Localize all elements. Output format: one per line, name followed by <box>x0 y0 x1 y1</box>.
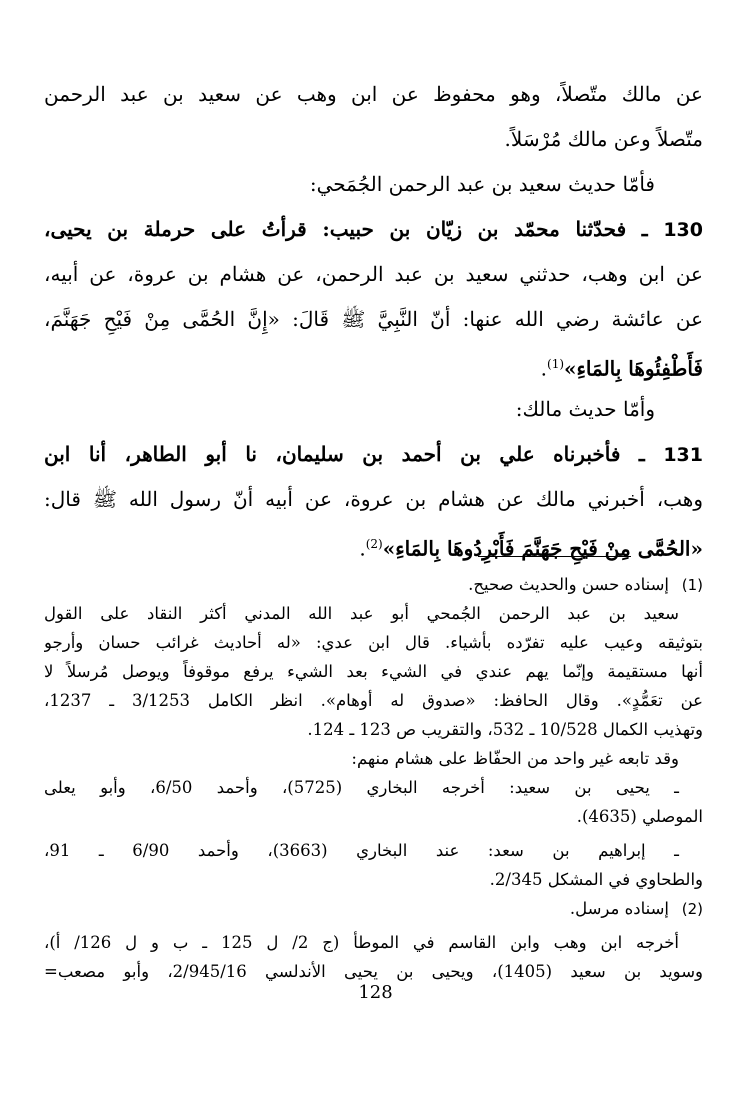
footnote-2: (2)إسناده مرسل. <box>44 894 703 923</box>
hadith-131-opening: ـ فأخبرناه علي بن أحمد بن سليمان، نا أبو الطاهر، أنا ابن <box>44 442 664 466</box>
hadith-131-line <box>44 432 703 477</box>
footnote-line: وسويد بن سعيد (1405)، ويحيى بن يحيى الأندلسي 2/945/16، وأبو مصعب= <box>44 962 703 981</box>
main-text <box>44 72 703 567</box>
footnote-line: بتوثيقه وعيب عليه تفرّده بأشياء. قال ابن عدي: «له أحاديث غرائب حسان وأرجو <box>44 633 703 652</box>
hadith-131-end: «الحُمَّى مِنْ فَيْحِ جَهَنَّمَ فَأَبْرِدُوهَا بِالمَاءِ»$^{(2)}$. <box>359 536 703 561</box>
footnote-separator <box>478 556 631 557</box>
hadith-130-opening: ـ فحدّثنا محمّد بن زيّان بن حبيب: قرأتُ على حرملة بن يحيى، <box>44 217 664 241</box>
footnote-line: وقد تابعه غير واحد من الحفّاظ على هشام منهم: <box>351 749 679 768</box>
footnote-line: سعيد بن عبد الرحمن الجُمحي أبو عبد الله المدني أكثر النقاد على القول <box>44 604 679 623</box>
footnote-number: (1) <box>681 576 703 594</box>
footnote-line: ـ يحيى بن سعيد: أخرجه البخاري (5725)، وأحمد 6/50، وأبو يعلى <box>44 778 679 797</box>
footnote-line: الموصلي (4635). <box>576 807 703 826</box>
footnote-line: عن تعَمُّدٍ». وقال الحافظ: «صدوق له أوهام». انظر الكامل 3/1253 ـ 1237، <box>44 691 703 710</box>
footnote-line: أخرجه ابن وهب وابن القاسم في الموطأ (ج 2/ ل 125 ـ ب و ل 126/ أ)، <box>44 933 679 952</box>
footnote-marker: (2) <box>365 537 383 551</box>
hadith-number: 130 <box>663 219 703 241</box>
text-line: عن عائشة رضي الله عنها: أنّ النَّبِيَّ ﷺ قَالَ: «إِنَّ الحُمَّى مِنْ فَيْحِ جَهَنَّمَ، <box>44 307 703 331</box>
footnote-number: (2) <box>681 900 703 918</box>
text-line: وهب، أخبرني مالك عن هشام بن عروة، عن أبيه أنّ رسول الله ﷺ قال: <box>44 487 703 511</box>
footnotes <box>44 570 703 986</box>
section-heading: فأمّا حديث سعيد بن عبد الرحمن الجُمَحي: <box>309 172 655 196</box>
hadith-130-line <box>44 207 703 252</box>
footnote-line: وتهذيب الكمال 10/528 ـ 532، والتقريب ص 123 ـ 124. <box>307 720 703 739</box>
footnote-line: ـ إبراهيم بن سعد: عند البخاري (3663)، وأحمد 6/90 ـ 91، <box>44 841 680 860</box>
section-heading: وأمّا حديث مالك: <box>515 397 655 421</box>
hadith-number: 131 <box>663 444 703 466</box>
footnote-marker: (1) <box>547 357 565 371</box>
text-line: متّصلاً وعن مالك مُرْسَلاً. <box>504 127 703 151</box>
text-line: عن مالك متّصلاً، وهو محفوظ عن ابن وهب عن سعيد بن عبد الرحمن <box>44 82 703 106</box>
footnote-1: (1)إسناده حسن والحديث صحيح. <box>44 570 703 599</box>
footnote-line: أنها مستقيمة وإنّما يهم عندي في الشيء بعد الشيء يرفع موقوفاً ويوصل مُرسلاً لا <box>44 662 703 681</box>
page-number: 128 <box>358 982 393 1003</box>
hadith-130-end: فَأَطْفِئُوهَا بِالمَاءِ»$^{(1)}$. <box>540 356 703 381</box>
footnote-line: والطحاوي في المشكل 2/345. <box>489 870 703 889</box>
text-line: عن ابن وهب، حدثني سعيد بن عبد الرحمن، عن هشام بن عروة، عن أبيه، <box>44 262 703 286</box>
